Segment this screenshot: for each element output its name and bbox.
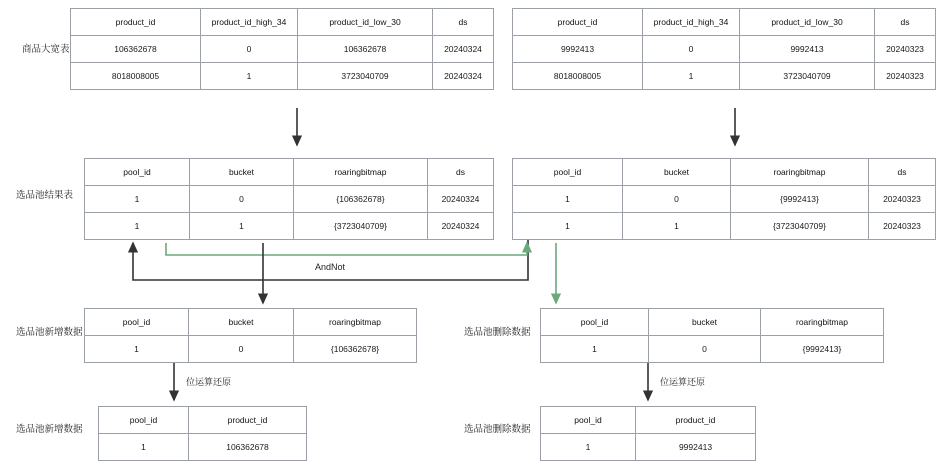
cell: 0: [190, 186, 294, 213]
col-header: roaringbitmap: [731, 159, 869, 186]
op-label-bit-restore-right: 位运算还原: [660, 377, 706, 387]
col-header: ds: [428, 159, 494, 186]
col-header: product_id_low_30: [298, 9, 433, 36]
table-header-row: [99, 407, 307, 434]
cell: 1: [85, 213, 190, 240]
table-add-bitmap: [84, 308, 417, 363]
row-label-pool-del-restored: 选品池删除数据: [464, 424, 531, 435]
table-row: [71, 36, 494, 63]
table-row: [99, 434, 307, 461]
cell: 1: [190, 213, 294, 240]
cell: {9992413}: [761, 336, 884, 363]
table-header-row: [85, 159, 494, 186]
row-label-pool-result: 选品池结果表: [16, 190, 74, 201]
cell: 9992413: [636, 434, 756, 461]
cell: 1: [201, 63, 298, 90]
table-add-restored: [98, 406, 307, 461]
cell: 1: [99, 434, 189, 461]
col-header: roaringbitmap: [761, 309, 884, 336]
cell: 106362678: [71, 36, 201, 63]
cell: 0: [201, 36, 298, 63]
cell: 1: [643, 63, 740, 90]
cell: 20240323: [869, 213, 936, 240]
col-header: product_id: [513, 9, 643, 36]
cell: 0: [643, 36, 740, 63]
cell: 8018008005: [71, 63, 201, 90]
col-header: pool_id: [85, 309, 189, 336]
table-row: [85, 336, 417, 363]
cell: 20240323: [875, 63, 936, 90]
op-label-bit-restore-left: 位运算还原: [186, 377, 232, 387]
col-header: bucket: [189, 309, 294, 336]
cell: 9992413: [513, 36, 643, 63]
col-header: bucket: [649, 309, 761, 336]
col-header: pool_id: [513, 159, 623, 186]
cell: 3723040709: [298, 63, 433, 90]
cell: 0: [623, 186, 731, 213]
col-header: pool_id: [541, 407, 636, 434]
table-row: [85, 213, 494, 240]
table-row: [541, 434, 756, 461]
row-label-pool-add-bitmap: 选品池新增数据: [16, 327, 83, 338]
table-row: [541, 336, 884, 363]
cell: {106362678}: [294, 186, 428, 213]
cell: {3723040709}: [294, 213, 428, 240]
table-pool-left: [84, 158, 494, 240]
cell: {3723040709}: [731, 213, 869, 240]
table-wide-right: [512, 8, 936, 90]
table-header-row: [541, 309, 884, 336]
col-header: ds: [869, 159, 936, 186]
cell: 1: [623, 213, 731, 240]
col-header: product_id: [71, 9, 201, 36]
cell: 0: [189, 336, 294, 363]
op-label-andnot: AndNot: [312, 262, 348, 272]
col-header: product_id_high_34: [201, 9, 298, 36]
col-header: product_id: [636, 407, 756, 434]
cell: 20240324: [433, 63, 494, 90]
table-row: [71, 63, 494, 90]
table-header-row: [513, 159, 936, 186]
col-header: product_id_low_30: [740, 9, 875, 36]
cell: 9992413: [740, 36, 875, 63]
cell: 3723040709: [740, 63, 875, 90]
table-header-row: [85, 309, 417, 336]
col-header: product_id: [189, 407, 307, 434]
col-header: pool_id: [99, 407, 189, 434]
col-header: ds: [875, 9, 936, 36]
col-header: bucket: [623, 159, 731, 186]
col-header: pool_id: [541, 309, 649, 336]
table-row: [513, 213, 936, 240]
col-header: bucket: [190, 159, 294, 186]
col-header: product_id_high_34: [643, 9, 740, 36]
row-label-pool-del-bitmap: 选品池删除数据: [464, 327, 531, 338]
col-header: ds: [433, 9, 494, 36]
col-header: roaringbitmap: [294, 159, 428, 186]
table-pool-right: [512, 158, 936, 240]
col-header: pool_id: [85, 159, 190, 186]
cell: 1: [513, 213, 623, 240]
table-wide-left: [70, 8, 494, 90]
row-label-pool-add-restored: 选品池新增数据: [16, 424, 83, 435]
table-header-row: [541, 407, 756, 434]
table-del-bitmap: [540, 308, 884, 363]
cell: {106362678}: [294, 336, 417, 363]
cell: 1: [541, 336, 649, 363]
cell: 1: [513, 186, 623, 213]
table-header-row: [71, 9, 494, 36]
cell: {9992413}: [731, 186, 869, 213]
cell: 0: [649, 336, 761, 363]
row-label-wide-table: 商品大宽表: [22, 44, 70, 55]
cell: 20240323: [869, 186, 936, 213]
cell: 106362678: [189, 434, 307, 461]
table-header-row: [513, 9, 936, 36]
cell: 1: [85, 186, 190, 213]
table-row: [513, 63, 936, 90]
table-row: [85, 186, 494, 213]
cell: 1: [541, 434, 636, 461]
cell: 20240323: [875, 36, 936, 63]
table-row: [513, 186, 936, 213]
cell: 20240324: [433, 36, 494, 63]
cell: 20240324: [428, 213, 494, 240]
table-row: [513, 36, 936, 63]
cell: 8018008005: [513, 63, 643, 90]
cell: 1: [85, 336, 189, 363]
col-header: roaringbitmap: [294, 309, 417, 336]
cell: 20240324: [428, 186, 494, 213]
cell: 106362678: [298, 36, 433, 63]
table-del-restored: [540, 406, 756, 461]
